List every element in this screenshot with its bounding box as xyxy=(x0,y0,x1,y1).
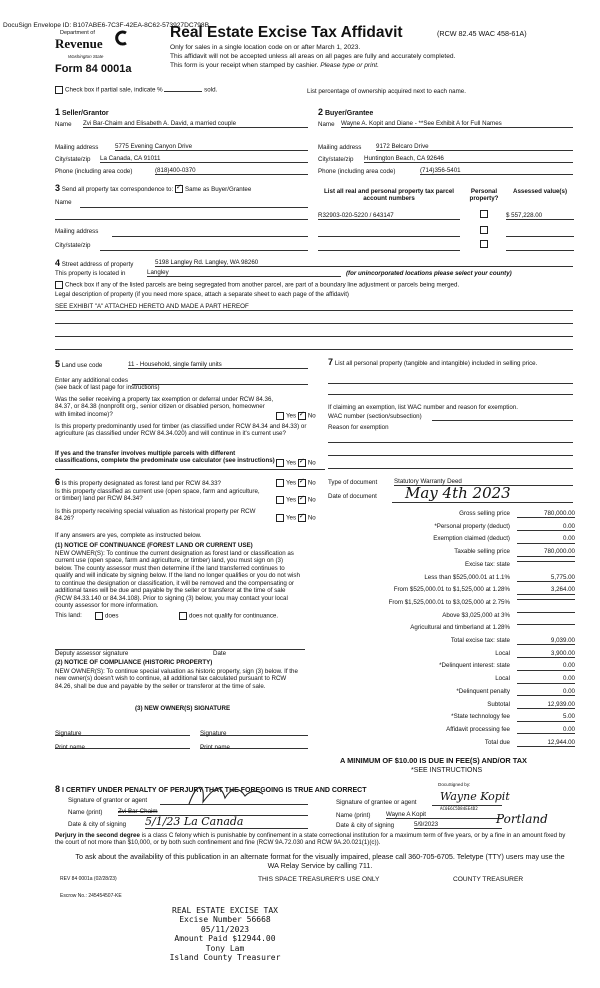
tax-row-value[interactable]: 780,000.00 xyxy=(517,548,575,556)
grantor-date-city[interactable]: 5/1/23 La Canada xyxy=(145,815,308,829)
tax-row-value[interactable]: 0.00 xyxy=(517,523,575,531)
personal-property-checkbox-2[interactable] xyxy=(480,226,490,234)
alternate-format-notice: To ask about the availability of this publication in an alternate format for the visually impaired, please call 360-705-6705. Teletype (TTY) users may use the WA Relay Service by calling 711. xyxy=(75,852,565,870)
buyer-name-label: Name xyxy=(318,121,335,128)
tax-row-label: Less than $525,000.01 at 1.1% xyxy=(424,573,510,581)
timber-question: Is this property predominantly used for timber (as classified under RCW 84.34 and 84.33) or agriculture (as classified under RCW 84.34.020) and will continue in it's current use? xyxy=(55,423,307,438)
grantee-name[interactable]: Wayne A Kopit xyxy=(386,811,502,819)
correspondence: 3 Send all property tax correspondence to: ✓ Same as Buyer/Grantee xyxy=(55,183,251,194)
current-use-yes-no[interactable]: Yes ✓ No xyxy=(276,496,316,504)
rev-label: REV 84 0001a (02/28/23) xyxy=(60,876,117,882)
tax-row-label: Taxable selling price xyxy=(454,548,510,556)
does-not-option[interactable]: does not qualify for continuance. xyxy=(179,612,299,620)
treasurer-stamp: REAL ESTATE EXCISE TAX Excise Number 56668 05/11/2023 Amount Paid $12944.00 Tony Lam Island County Treasurer xyxy=(169,906,281,963)
tax-row-label: *State technology fee xyxy=(451,713,510,721)
tax-row-value[interactable]: 12,939.00 xyxy=(517,701,575,709)
grantee-city-handwritten: Portland xyxy=(496,812,548,826)
corr-name-label: Name xyxy=(55,199,72,206)
owner-signature-label-1: Signature xyxy=(55,730,82,737)
assessed-col-header: Assessed value(s) xyxy=(513,188,567,195)
tax-row-label: Total due xyxy=(484,738,510,746)
tax-row-label: Agricultural and timberland at 1.28% xyxy=(410,624,510,632)
tax-row-value[interactable]: 9,039.00 xyxy=(517,637,575,645)
unincorporated-note: (for unincorporated locations please select your county) xyxy=(346,270,512,277)
seller-mail-label: Mailing address xyxy=(55,144,99,151)
seller-name-label: Name xyxy=(55,121,72,128)
street-address[interactable]: 5198 Langley Rd. Langley, WA 98260 xyxy=(155,259,573,267)
parcel-col-header: List all real and personal property tax parcel account numbers xyxy=(324,188,454,203)
grantee-name-label: Name (print) xyxy=(336,812,371,819)
tax-row-label: *Delinquent interest: state xyxy=(439,662,510,670)
ownership-note: List percentage of ownership acquired next to each name. xyxy=(307,88,466,95)
additional-codes: Enter any additional codes xyxy=(55,377,128,384)
additional-codes-note: (see back of last page for instructions) xyxy=(55,384,160,391)
owner-print-label-1: Print name xyxy=(55,744,85,751)
tax-row-label: From $1,525,000.01 to $3,025,000 at 2.75% xyxy=(388,598,510,606)
tax-row-value[interactable] xyxy=(517,612,575,613)
doc-type-label: Type of document xyxy=(328,479,378,486)
buyer-phone[interactable]: (714)356-5401 xyxy=(420,167,573,175)
tax-row-label: *Personal property (deduct) xyxy=(434,522,510,530)
legal-description[interactable]: SEE EXHIBIT "A" ATTACHED HERETO AND MADE A PART HEREOF xyxy=(55,303,573,311)
buyer-mail[interactable]: 9172 Belcaro Drive xyxy=(376,143,573,151)
buyer-mail-label: Mailing address xyxy=(318,144,362,151)
grantor-sig-label: Signature of grantor or agent xyxy=(68,797,148,804)
current-use-question: Is this property classified as current use (open space, farm and agriculture, or timber) land per RCW 84.34? xyxy=(55,488,260,503)
partial-sale[interactable]: Check box if partial sale, indicate % sold. xyxy=(55,86,217,94)
seller-phone-label: Phone (including area code) xyxy=(55,168,133,175)
tax-row-value[interactable]: 3,264.00 xyxy=(517,586,575,594)
seller-heading: 1 Seller/Grantor xyxy=(55,107,109,117)
buyer-name[interactable]: Wayne A. Kopit and Diane - **See Exhibit A for Full Names xyxy=(341,120,573,128)
doc-date-label: Date of document xyxy=(328,493,377,500)
segregation: Check box if any of the listed parcels are being segregated from another parcel, are part of a boundary line adjustment or parcels being merged. xyxy=(55,281,459,289)
forest-yes-no[interactable]: Yes ✓ No xyxy=(276,479,316,487)
tax-row-label: Exemption claimed (deduct) xyxy=(433,535,510,543)
corr-city-label: City/state/zip xyxy=(55,242,91,249)
seller-name[interactable]: Zvi Bar-Chaim and Elisabeth A. David, a married couple xyxy=(83,120,308,128)
tax-row-label: Affidavit processing fee xyxy=(446,725,510,733)
forest-question: 6 Is this property designated as forest land per RCW 84.33? xyxy=(55,477,221,487)
county-treasurer: COUNTY TREASURER xyxy=(453,876,524,883)
grantee-date[interactable]: 5/9/2023 xyxy=(414,821,502,829)
grantor-name[interactable]: Zvi Bar-Chaim xyxy=(118,808,308,816)
form-title: Real Estate Excise Tax Affidavit xyxy=(170,24,403,41)
grantee-sig-id: AC0E6C5D84EE4D2 xyxy=(440,806,478,811)
grantee-date-label: Date & city of signing xyxy=(336,822,395,829)
tax-row-value[interactable]: 5.00 xyxy=(517,713,575,721)
tax-row-value[interactable]: 0.00 xyxy=(517,688,575,696)
predominate-use: If yes and the transfer involves multiple parcels with different classifications, complete the predominate use calculator (see instructions) xyxy=(55,450,275,465)
seller-city-label: City/state/zip xyxy=(55,156,91,163)
located-label: This property is located in xyxy=(55,270,126,277)
buyer-heading: 2 Buyer/Grantee xyxy=(318,107,374,117)
owner-signature-label-2: Signature xyxy=(200,730,227,737)
tax-row-value[interactable]: 5,775.00 xyxy=(517,574,575,582)
reason-label: Reason for exemption xyxy=(328,424,389,431)
partial-sale-checkbox[interactable] xyxy=(55,86,63,94)
form-number: Form 84 0001a xyxy=(55,63,132,75)
grantee-sig-label: Signature of grantee or agent xyxy=(336,799,417,806)
historic-question: Is this property receiving special valuation as historical property per RCW 84.26? xyxy=(55,508,256,523)
deputy-signature-label: Deputy assessor signature xyxy=(55,650,129,657)
compliance-heading: (2) NOTICE OF COMPLIANCE (HISTORIC PROPERTY) xyxy=(55,659,213,666)
same-as-buyer-checkbox[interactable] xyxy=(175,185,183,193)
rcw-ref: (RCW 82.45 WAC 458-61A) xyxy=(437,29,527,38)
revenue-logo: Revenue xyxy=(55,36,103,51)
tax-row-label: *Delinquent penalty xyxy=(456,687,510,695)
docusigned-label: DocuSigned by: xyxy=(438,782,471,787)
see-instructions: *SEE INSTRUCTIONS xyxy=(411,767,483,774)
tax-row-value[interactable]: 0.00 xyxy=(517,535,575,543)
buyer-city[interactable]: Huntington Beach, CA 92646 xyxy=(364,155,573,163)
continuance-heading: (1) NOTICE OF CONTINUANCE (FOREST LAND OR CURRENT USE) xyxy=(55,542,253,549)
tax-row-label: Total excise tax: state xyxy=(450,637,510,644)
legal-label: Legal description of property (if you need more space, attach a separate sheet to each page of the affidavit) xyxy=(55,291,349,298)
minimum-due: A MINIMUM OF $10.00 IS DUE IN FEE(S) AND/OR TAX xyxy=(340,756,527,765)
compliance-text: NEW OWNER(S): To continue special valuation as historic property, sign (3) below. If the new owner(s) doesn't wish to continue, all additional tax calculated pursuant to RCW 84.26, shall be due and payable by the seller or transferor at the time of sale. xyxy=(55,668,298,690)
tax-row-value[interactable]: 0.00 xyxy=(517,726,575,734)
doc-type[interactable]: Statutory Warranty Deed xyxy=(394,478,573,486)
tax-row-label: Subtotal xyxy=(487,700,510,708)
owner-print-label-2: Print name xyxy=(200,744,230,751)
q1-yes-no[interactable]: Yes ✓ No xyxy=(276,412,316,420)
tax-row-value[interactable] xyxy=(517,599,575,600)
dept-line: Department of xyxy=(60,30,95,36)
street-label: 4 Street address of property xyxy=(55,258,134,268)
deputy-date-label: Date xyxy=(213,650,227,657)
seller-city[interactable]: La Canada, CA 91011 xyxy=(100,155,308,163)
dor-logo-mark xyxy=(114,30,128,48)
doc-date-handwritten: May 4th 2023 xyxy=(405,484,511,502)
land-use-label: 5 Land use code xyxy=(55,359,103,369)
tax-row-label: Above $3,025,000 at 3% xyxy=(442,611,510,619)
header-line-3: This form is your receipt when stamped by cashier. Please type or print. xyxy=(170,62,379,69)
tax-row-label: Gross selling price xyxy=(459,510,510,517)
wa-state: Washington State xyxy=(68,54,104,59)
seller-mail[interactable]: 5775 Evening Canyon Drive xyxy=(115,143,308,151)
tax-row-value[interactable]: 0.00 xyxy=(517,662,575,670)
tax-row-label: Excise tax: state xyxy=(464,560,510,568)
header-line-1: Only for sales in a single location code on or after March 1, 2023. xyxy=(170,44,361,51)
tax-row-value[interactable]: 0.00 xyxy=(517,675,575,683)
tax-row-label: From $525,000.01 to $1,525,000 at 1.28% xyxy=(393,586,510,594)
grantor-name-label: Name (print) xyxy=(68,809,103,816)
buyer-city-label: City/state/zip xyxy=(318,156,354,163)
personal-property-checkbox-1[interactable] xyxy=(480,210,490,218)
this-land-label: This land: xyxy=(55,612,82,619)
wac-number-label: WAC number (section/subsection) xyxy=(328,413,422,420)
exemption-claim: If claiming an exemption, list WAC number and reason for exemption. xyxy=(328,404,518,411)
tax-row-label: Local xyxy=(495,675,510,683)
tax-row-value[interactable] xyxy=(517,561,575,562)
envelope-id: DocuSign Envelope ID: B107ABE6-7C3F-42EA-8C62-573927DC798B xyxy=(3,22,209,29)
parcel-number[interactable]: R32903-020-5220 / 643147 xyxy=(318,212,460,220)
located-in[interactable]: Langley xyxy=(147,269,341,277)
personal-property-list: 7 List all personal property (tangible and intangible) included in selling price. xyxy=(328,357,538,367)
land-use-code[interactable]: 11 - Household, single family units xyxy=(128,361,308,369)
corr-mail-label: Mailing address xyxy=(55,228,99,235)
certify-statement: 8 I CERTIFY UNDER PENALTY OF PERJURY THAT THE FOREGOING IS TRUE AND CORRECT xyxy=(55,784,367,794)
buyer-phone-label: Phone (including area code) xyxy=(318,168,396,175)
historic-yes-no[interactable]: Yes ✓ No xyxy=(276,514,316,522)
personal-property-checkbox-3[interactable] xyxy=(480,240,490,248)
q2-yes-no[interactable]: Yes ✓ No xyxy=(276,459,316,467)
tax-row-value[interactable] xyxy=(517,624,575,625)
escrow-number: Escrow No.: 245454507-KE xyxy=(60,893,122,899)
if-yes-note: If any answers are yes, complete as instructed below. xyxy=(55,532,202,539)
treasurer-only: THIS SPACE TREASURER'S USE ONLY xyxy=(258,876,380,883)
new-owner-sig-heading: (3) NEW OWNER(S) SIGNATURE xyxy=(135,705,231,712)
perjury-notice: Perjury in the second degree is a class C felony which is punishable by confinement in a state correctional institution for a maximum term of five years, or by a fine in an amount fixed by the court of not more than $10,000, or by both such confinement and fine (RCW 9A.72.030 and RCW 9A.20.021(1)(c)). xyxy=(55,832,566,847)
seller-phone[interactable]: (818)400-0370 xyxy=(155,167,308,175)
assessed-value[interactable]: $ 557,228.00 xyxy=(506,212,574,220)
grantee-signature: Wayne Kopit xyxy=(440,790,510,803)
grantor-date-label: Date & city of signing xyxy=(68,821,127,828)
header-line-2: This affidavit will not be accepted unless all areas on all pages are fully and accurately completed. xyxy=(170,53,456,60)
personal-col-header: Personal property? xyxy=(469,188,499,203)
segregation-checkbox[interactable] xyxy=(55,281,63,289)
continuance-text: NEW OWNER(S): To continue the current designation as forest land or classification as current use (open space, farm and agriculture, or timber) land, you must sign on (3) below. The county assessor must then determine if the land transferred continues to qualify and will indicate by signing below. If the land no longer qualifies or you do not wish to continue the designation or classification, it will be removed and the compensating or additional taxes will be due and payable by the seller or transferor at the time of sale (RCW 84.33.140 or 84.34.108). Prior to signing (3) below, you may contact your local county assessor for more information. xyxy=(55,550,300,610)
tax-row-value[interactable]: 3,900.00 xyxy=(517,650,575,658)
tax-row-value[interactable]: 12,944.00 xyxy=(517,739,575,747)
does-option[interactable]: does xyxy=(95,612,118,620)
tax-row-label: Local xyxy=(495,649,510,657)
tax-row-value[interactable]: 780,000.00 xyxy=(517,510,575,518)
exemption-question: Was the seller receiving a property tax exemption or deferral under RCW 84.36, 84.37, or 84.38 (nonprofit org., senior citizen or disabled person, homeowner with limited income)? xyxy=(55,396,274,418)
